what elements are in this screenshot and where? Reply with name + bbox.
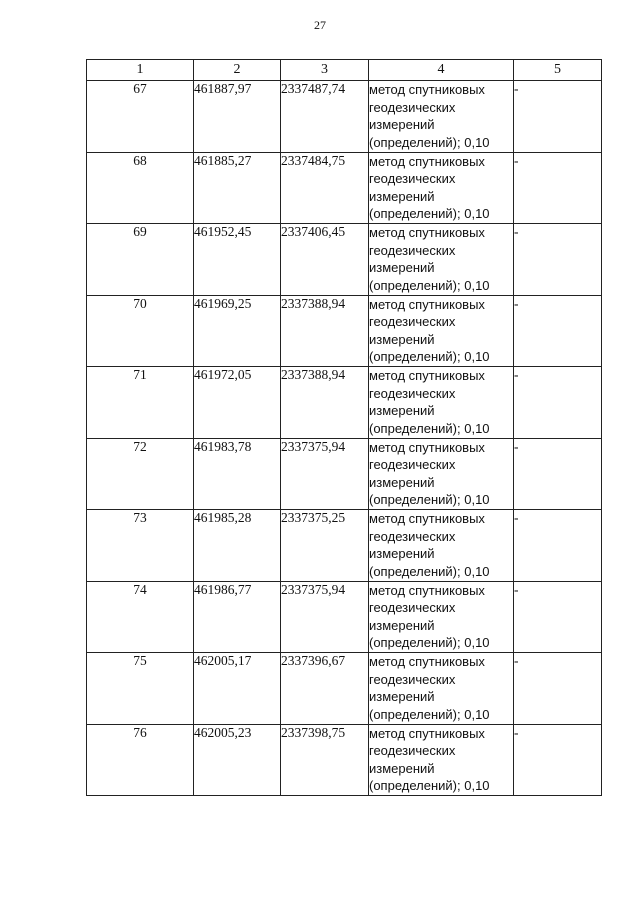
table-header-row — [87, 60, 602, 81]
x-coordinate-cell: 461885,27 — [194, 152, 281, 224]
table-row — [87, 438, 602, 510]
note-cell: - — [514, 510, 602, 582]
point-number-cell: 71 — [87, 367, 194, 439]
y-coordinate-cell: 2337398,75 — [281, 724, 369, 796]
method-cell: метод спутниковых геодезических измерений (определений); 0,10 — [369, 152, 514, 224]
y-coordinate-cell: 2337375,94 — [281, 438, 369, 510]
note-cell: - — [514, 367, 602, 439]
note-cell: - — [514, 224, 602, 296]
table-row — [87, 224, 602, 296]
column-header-2: 2 — [194, 60, 281, 81]
method-cell: метод спутниковых геодезических измерений (определений); 0,10 — [369, 510, 514, 582]
x-coordinate-cell: 462005,17 — [194, 653, 281, 725]
column-header-5: 5 — [514, 60, 602, 81]
table-row — [87, 152, 602, 224]
method-cell: метод спутниковых геодезических измерений (определений); 0,10 — [369, 581, 514, 653]
method-cell: метод спутниковых геодезических измерений (определений); 0,10 — [369, 224, 514, 296]
method-cell: метод спутниковых геодезических измерений (определений); 0,10 — [369, 295, 514, 367]
point-number-cell: 72 — [87, 438, 194, 510]
point-number-cell: 73 — [87, 510, 194, 582]
table-row — [87, 295, 602, 367]
note-cell: - — [514, 152, 602, 224]
table-row — [87, 724, 602, 796]
y-coordinate-cell: 2337484,75 — [281, 152, 369, 224]
point-number-cell: 76 — [87, 724, 194, 796]
table-row — [87, 367, 602, 439]
point-number-cell: 74 — [87, 581, 194, 653]
table-row — [87, 510, 602, 582]
column-header-4: 4 — [369, 60, 514, 81]
y-coordinate-cell: 2337487,74 — [281, 81, 369, 153]
coordinates-table — [86, 59, 602, 796]
x-coordinate-cell: 461952,45 — [194, 224, 281, 296]
column-header-1: 1 — [87, 60, 194, 81]
point-number-cell: 70 — [87, 295, 194, 367]
y-coordinate-cell: 2337406,45 — [281, 224, 369, 296]
note-cell: - — [514, 581, 602, 653]
table-row — [87, 581, 602, 653]
y-coordinate-cell: 2337388,94 — [281, 367, 369, 439]
note-cell: - — [514, 438, 602, 510]
column-header-3: 3 — [281, 60, 369, 81]
x-coordinate-cell: 461983,78 — [194, 438, 281, 510]
method-cell: метод спутниковых геодезических измерений (определений); 0,10 — [369, 653, 514, 725]
x-coordinate-cell: 461972,05 — [194, 367, 281, 439]
x-coordinate-cell: 461969,25 — [194, 295, 281, 367]
y-coordinate-cell: 2337396,67 — [281, 653, 369, 725]
y-coordinate-cell: 2337375,25 — [281, 510, 369, 582]
table-row — [87, 81, 602, 153]
method-cell: метод спутниковых геодезических измерений (определений); 0,10 — [369, 367, 514, 439]
x-coordinate-cell: 461986,77 — [194, 581, 281, 653]
point-number-cell: 75 — [87, 653, 194, 725]
point-number-cell: 67 — [87, 81, 194, 153]
method-cell: метод спутниковых геодезических измерений (определений); 0,10 — [369, 438, 514, 510]
note-cell: - — [514, 81, 602, 153]
x-coordinate-cell: 461985,28 — [194, 510, 281, 582]
method-cell: метод спутниковых геодезических измерений (определений); 0,10 — [369, 81, 514, 153]
page-number: 27 — [314, 18, 326, 32]
x-coordinate-cell: 462005,23 — [194, 724, 281, 796]
y-coordinate-cell: 2337388,94 — [281, 295, 369, 367]
x-coordinate-cell: 461887,97 — [194, 81, 281, 153]
table-row — [87, 653, 602, 725]
note-cell: - — [514, 724, 602, 796]
method-cell: метод спутниковых геодезических измерений (определений); 0,10 — [369, 724, 514, 796]
note-cell: - — [514, 295, 602, 367]
table-body — [87, 81, 602, 796]
note-cell: - — [514, 653, 602, 725]
y-coordinate-cell: 2337375,94 — [281, 581, 369, 653]
point-number-cell: 68 — [87, 152, 194, 224]
point-number-cell: 69 — [87, 224, 194, 296]
